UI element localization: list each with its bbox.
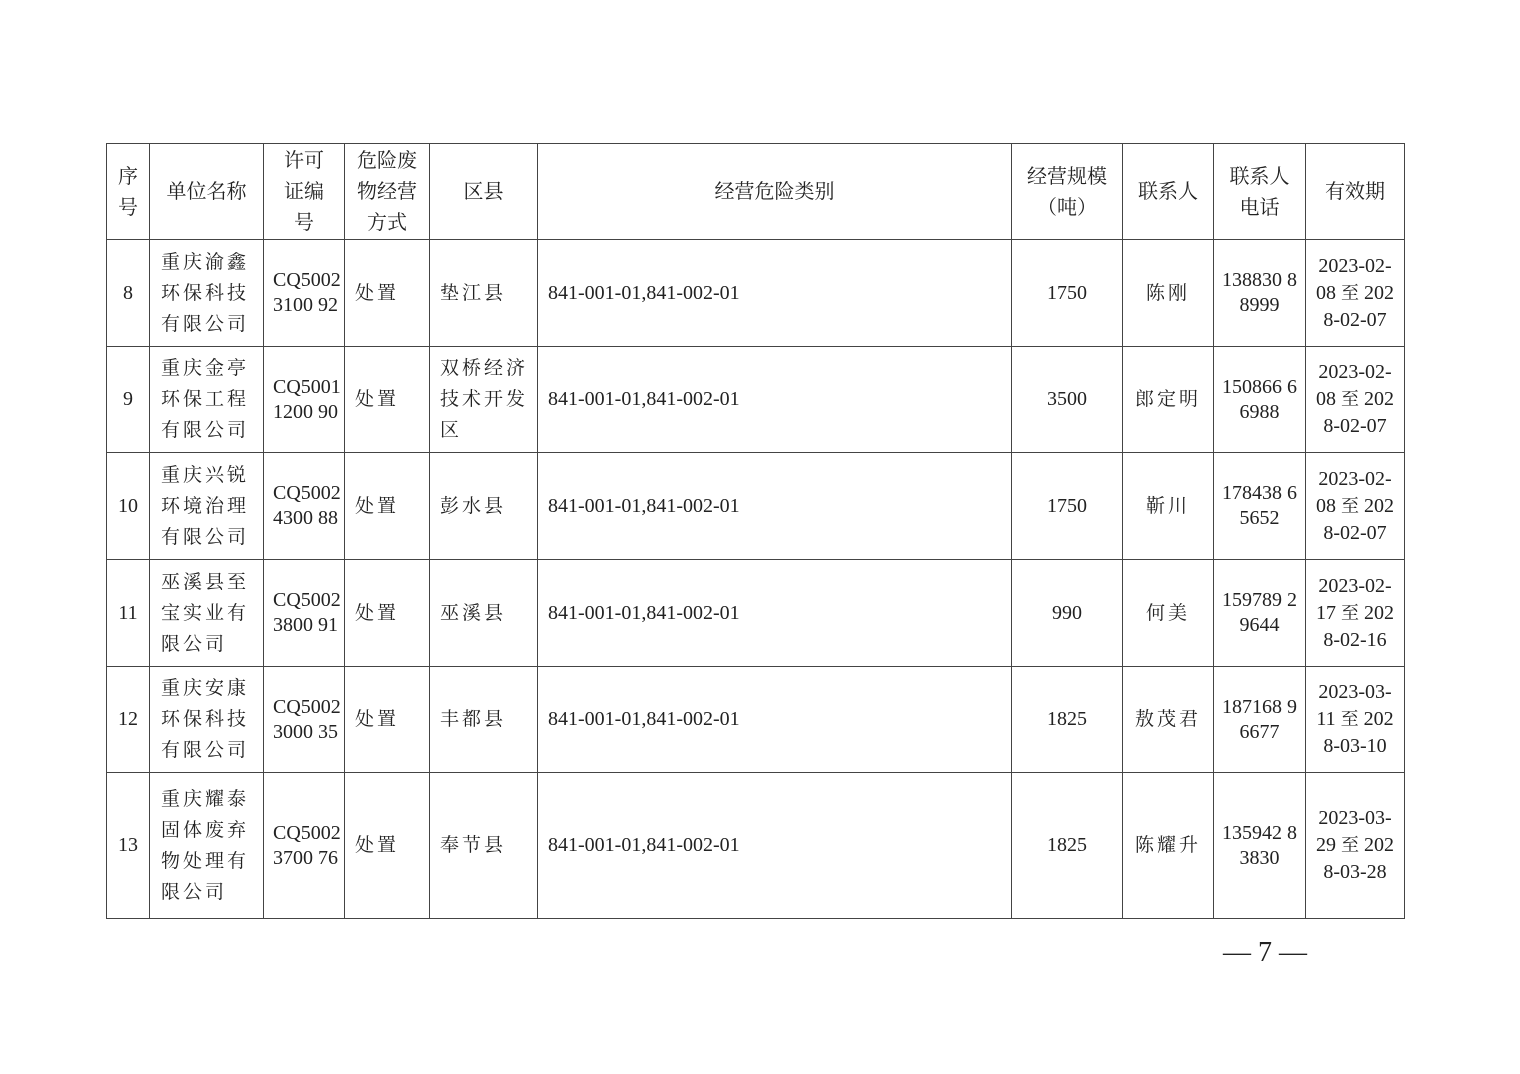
- cell-license-no: CQ50023700 76: [264, 773, 345, 919]
- page-number: — 7 —: [1223, 937, 1307, 968]
- header-unit-name: 单位名称: [150, 144, 264, 240]
- cell-categories: 841-001-01,841-002-01: [538, 667, 1012, 773]
- valid-to: 2028-03-10: [1323, 708, 1394, 757]
- cell-contact: 陈耀升: [1123, 773, 1214, 919]
- cell-operation-mode: 处置: [345, 560, 430, 667]
- cell-scale: 1750: [1012, 453, 1123, 560]
- header-contact: 联系人: [1123, 144, 1214, 240]
- cell-district: 奉节县: [430, 773, 538, 919]
- cell-seq: 12: [107, 667, 150, 773]
- cell-phone: 178438 65652: [1214, 453, 1306, 560]
- valid-separator: 至: [1341, 835, 1359, 856]
- cell-contact: 郎定明: [1123, 347, 1214, 453]
- valid-separator: 至: [1340, 709, 1359, 730]
- cell-phone: 138830 88999: [1214, 240, 1306, 347]
- cell-categories: 841-001-01,841-002-01: [538, 773, 1012, 919]
- cell-validity: [1306, 240, 1405, 347]
- valid-from: 2023-02-08: [1316, 467, 1392, 517]
- cell-validity: [1306, 667, 1405, 773]
- valid-to: 2028-02-07: [1323, 388, 1394, 437]
- cell-contact: 何美: [1123, 560, 1214, 667]
- cell-phone: 135942 83830: [1214, 773, 1306, 919]
- cell-operation-mode: 处置: [345, 773, 430, 919]
- header-seq: 序 号: [107, 144, 150, 240]
- header-validity: 有效期: [1306, 144, 1405, 240]
- cell-district: 彭水县: [430, 453, 538, 560]
- cell-unit-name: 巫溪县至宝实业有限公司: [150, 560, 264, 667]
- cell-license-no: CQ50023100 92: [264, 240, 345, 347]
- cell-district: 垫江县: [430, 240, 538, 347]
- table-row: [107, 453, 1405, 560]
- valid-from: 2023-03-29: [1316, 807, 1392, 856]
- valid-from: 2023-03-11: [1316, 681, 1392, 730]
- cell-scale: 1825: [1012, 667, 1123, 773]
- header-license-no: 许可 证编 号: [264, 144, 345, 240]
- valid-separator: 至: [1341, 495, 1359, 517]
- cell-contact: 陈刚: [1123, 240, 1214, 347]
- cell-district: 丰都县: [430, 667, 538, 773]
- cell-validity: [1306, 773, 1405, 919]
- valid-to: 2028-02-07: [1323, 494, 1394, 544]
- cell-license-no: CQ50023000 35: [264, 667, 345, 773]
- cell-categories: 841-001-01,841-002-01: [538, 560, 1012, 667]
- valid-separator: 至: [1341, 602, 1359, 624]
- table-row: [107, 560, 1405, 667]
- cell-scale: 1750: [1012, 240, 1123, 347]
- cell-seq: 11: [107, 560, 150, 667]
- cell-operation-mode: 处置: [345, 667, 430, 773]
- valid-from: 2023-02-17: [1316, 574, 1392, 624]
- table-row: [107, 347, 1405, 453]
- cell-unit-name: 重庆金亭环保工程有限公司: [150, 347, 264, 453]
- cell-scale: 3500: [1012, 347, 1123, 453]
- cell-contact: 敖茂君: [1123, 667, 1214, 773]
- table-row: [107, 240, 1405, 347]
- cell-district: 双桥经济技术开发区: [430, 347, 538, 453]
- header-categories: 经营危险类别: [538, 144, 1012, 240]
- header-operation-mode: 危险废 物经营 方式: [345, 144, 430, 240]
- cell-phone: 150866 66988: [1214, 347, 1306, 453]
- cell-seq: 10: [107, 453, 150, 560]
- cell-categories: 841-001-01,841-002-01: [538, 347, 1012, 453]
- cell-license-no: CQ50023800 91: [264, 560, 345, 667]
- cell-unit-name: 重庆兴锐环境治理有限公司: [150, 453, 264, 560]
- cell-validity: [1306, 560, 1405, 667]
- header-scale: 经营规模 （吨）: [1012, 144, 1123, 240]
- cell-validity: [1306, 347, 1405, 453]
- cell-unit-name: 重庆渝鑫环保科技有限公司: [150, 240, 264, 347]
- cell-phone: 159789 29644: [1214, 560, 1306, 667]
- valid-to: 2028-02-07: [1323, 281, 1394, 331]
- valid-from: 2023-02-08: [1316, 254, 1392, 304]
- cell-scale: 1825: [1012, 773, 1123, 919]
- cell-license-no: CQ50011200 90: [264, 347, 345, 453]
- cell-operation-mode: 处置: [345, 240, 430, 347]
- cell-validity: [1306, 453, 1405, 560]
- cell-phone: 187168 96677: [1214, 667, 1306, 773]
- valid-separator: 至: [1341, 282, 1359, 304]
- cell-scale: 990: [1012, 560, 1123, 667]
- table-row: [107, 773, 1405, 919]
- cell-operation-mode: 处置: [345, 347, 430, 453]
- valid-to: 2028-03-28: [1323, 834, 1394, 883]
- header-phone: 联系人 电话: [1214, 144, 1306, 240]
- valid-from: 2023-02-08: [1316, 361, 1392, 410]
- cell-categories: 841-001-01,841-002-01: [538, 240, 1012, 347]
- permit-table: [106, 143, 1405, 919]
- cell-seq: 8: [107, 240, 150, 347]
- header-row: [107, 144, 1405, 240]
- cell-seq: 9: [107, 347, 150, 453]
- valid-to: 2028-02-16: [1323, 601, 1394, 651]
- cell-seq: 13: [107, 773, 150, 919]
- table-row: [107, 667, 1405, 773]
- cell-categories: 841-001-01,841-002-01: [538, 453, 1012, 560]
- cell-district: 巫溪县: [430, 560, 538, 667]
- cell-unit-name: 重庆安康环保科技有限公司: [150, 667, 264, 773]
- header-district: 区县: [430, 144, 538, 240]
- cell-unit-name: 重庆耀泰固体废弃物处理有限公司: [150, 773, 264, 919]
- cell-operation-mode: 处置: [345, 453, 430, 560]
- cell-license-no: CQ50024300 88: [264, 453, 345, 560]
- cell-contact: 靳川: [1123, 453, 1214, 560]
- valid-separator: 至: [1341, 389, 1359, 410]
